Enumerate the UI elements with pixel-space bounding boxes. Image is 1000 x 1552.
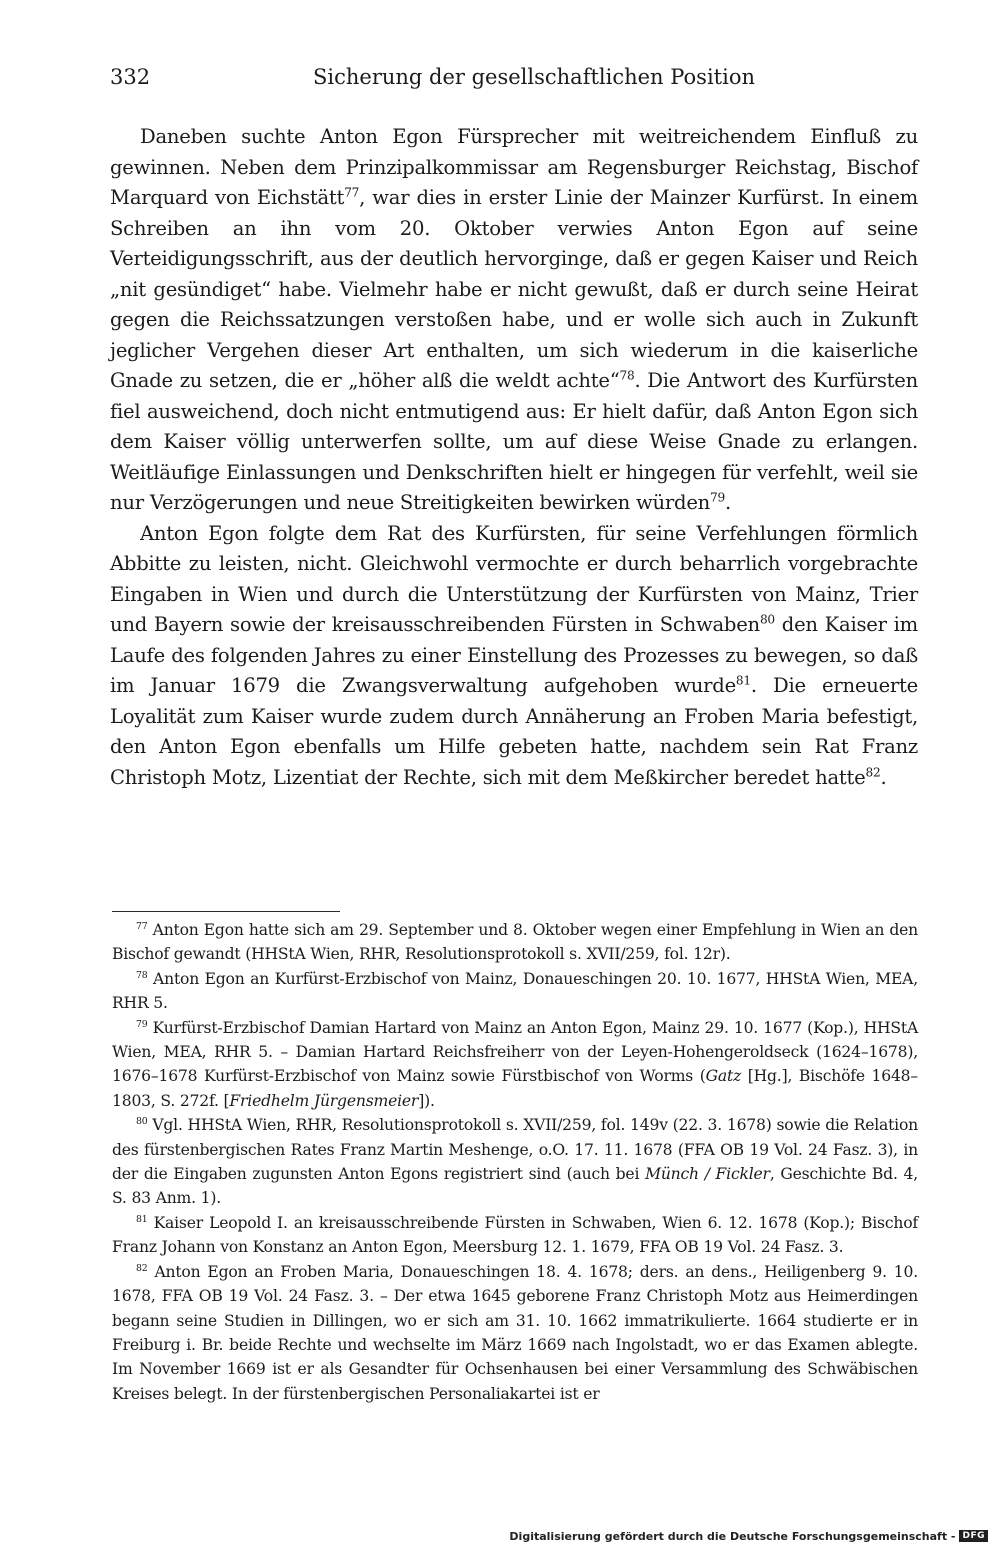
text-run: Daneben suchte Anton Egon Fürsprecher mit weitreichendem Einfluß zu gewinnen. Neben dem Prinzipalkommissar am Regensburger Reichstag, Bischof Marquard von Eichstätt	[110, 125, 918, 209]
footnote-separator-rule	[112, 911, 340, 912]
text-run: Anton Egon an Kurfürst-Erzbischof von Mainz, Donaueschingen 20. 10. 1677, HHStA Wien, MEA, RHR 5.	[112, 969, 918, 1013]
footnote-82	[112, 1260, 918, 1406]
footnote-77	[112, 918, 918, 967]
text-run: Kaiser Leopold I. an kreisausschreibende Fürsten in Schwaben, Wien 6. 12. 1678 (Kop.); Bischof Franz Johann von Konstanz an Anton Egon, Meersburg 12. 1. 1679, FFA OB 19 Vol. 24 Fasz. 3.	[112, 1213, 918, 1257]
footnote-marker: 81	[136, 1213, 148, 1225]
text-run: .	[880, 765, 887, 789]
italic-text: Gatz	[705, 1067, 742, 1086]
text-run: . Die Antwort des Kurfürsten fiel ausweichend, doch nicht entmutigend aus: Er hielt dafür, daß Anton Egon sich dem Kaiser völlig unterwerfen sollte, um auf diese Weise Gnade zu erlangen. Weitläufige Einlassungen und Denkschriften hielt er hingegen für verfehlt, weil sie nur Verzögerungen und neue Streitigkeiten bewirken würden	[110, 369, 918, 514]
dfg-logo-icon: DFG	[959, 1530, 988, 1542]
paragraph-2	[110, 519, 918, 794]
main-text	[110, 122, 918, 793]
text-run: . Die erneuerte Loyalität zum Kaiser wurde zudem durch Annäherung an Froben Maria befestigt, den Anton Egon ebenfalls um Hilfe gebeten hatte, nachdem sein Rat Franz Christoph Motz, Lizentiat der Rechte, sich mit dem Meßkircher beredet hatte	[110, 674, 918, 789]
text-run: ]).	[418, 1091, 435, 1110]
text-run: den Kaiser im Laufe des folgenden Jahres zu einer Einstellung des Prozesses zu bewegen, so daß im Januar 1679 die Zwangsverwaltung aufgehoben wurde	[110, 613, 918, 697]
footnote-78	[112, 967, 918, 1016]
footnote-marker: 78	[619, 368, 635, 383]
footnote-marker: 77	[136, 920, 148, 932]
footnote-marker: 80	[136, 1116, 148, 1128]
text-run: Vgl. HHStA Wien, RHR, Resolutionsprotokoll s. XVII/259, fol. 149v (22. 3. 1678) sowie die Relation des fürstenbergischen Rates Franz Martin Meshenge, o.O. 17. 11. 1678 (FFA OB 19 Vol. 24 Fasz. 3), in der die Eingaben zugunsten Anton Egons registriert sind (auch bei	[112, 1116, 918, 1184]
footnote-marker: 79	[710, 490, 725, 505]
footnote-marker: 82	[865, 764, 881, 779]
text-run: Anton Egon an Froben Maria, Donaueschingen 18. 4. 1678; ders. an dens., Heiligenberg 9. 10. 1678, FFA OB 19 Vol. 24 Fasz. 3. – Der etwa 1645 geborene Franz Christoph Motz aus Heimerdingen begann seine Studien in Dillingen, wo er sich am 31. 10. 1662 immatrikulierte. 1664 studierte er in Freiburg i. Br. beide Rechte und wechselte im März 1669 nach Ingolstadt, wo er das Examen ablegte. Im November 1669 ist er als Gesandter für Ochsenhausen bei einer Versammlung des Schwäbischen Kreises belegt. In der fürstenbergischen Personaliakartei ist er	[112, 1262, 918, 1403]
footnote-marker: 77	[344, 185, 360, 200]
footnote-80	[112, 1113, 918, 1211]
footnote-marker: 80	[759, 612, 775, 627]
text-run: .	[725, 491, 731, 514]
footnote-81	[112, 1211, 918, 1260]
footnote-79	[112, 1016, 918, 1114]
funding-note-text: Digitalisierung gefördert durch die Deutsche Forschungsgemeinschaft -	[509, 1529, 956, 1543]
text-run: , war dies in erster Linie der Mainzer Kurfürst. In einem Schreiben an ihn vom 20. Oktober verwies Anton Egon auf seine Verteidigungsschrift, aus der deutlich hervorginge, daß er gegen Kaiser und Reich „nit gesündiget“ habe. Vielmehr habe er nicht gewußt, daß er durch seine Heirat gegen die Reichssatzungen verstoßen habe, und er wolle sich auch in Zukunft jeglicher Vergehen dieser Art enthalten, um sich wiederum in die kaiserliche Gnade zu setzen, die er „höher alß die weldt achte“	[110, 186, 918, 392]
text-run: [Hg.], Bischöfe 1648–1803, S. 272f. [	[112, 1067, 918, 1110]
text-run: Anton Egon hatte sich am 29. September und 8. Oktober wegen einer Empfehlung in Wien an den Bischof gewandt (HHStA Wien, RHR, Resolutionsprotokoll s. XVII/259, fol. 12r).	[112, 921, 918, 964]
italic-text: Friedhelm Jürgensmeier	[229, 1091, 419, 1110]
text-run: Anton Egon folgte dem Rat des Kurfürsten, für seine Verfehlungen förmlich Abbitte zu leisten, nicht. Gleichwohl vermochte er durch beharrlich vorgebrachte Eingaben in Wien und durch die Unterstützung der Kurfürsten von Mainz, Trier und Bayern sowie der kreisausschreibenden Fürsten in Schwaben	[110, 521, 918, 636]
text-run: Kurfürst-Erzbischof Damian Hartard von Mainz an Anton Egon, Mainz 29. 10. 1677 (Kop.), HHStA Wien, MEA, RHR 5. – Damian Hartard Reichsfreiherr von der Leyen-Hohengeroldseck (1624–1678), 1676–1678 Kurfürst-Erzbischof von Mainz sowie Fürstbischof von Worms (	[112, 1018, 918, 1086]
footnote-marker: 79	[136, 1018, 148, 1030]
text-run: , Geschichte Bd. 4, S. 83 Anm. 1).	[112, 1165, 919, 1208]
page-number: 332	[110, 65, 151, 89]
italic-text: Münch / Fickler	[645, 1165, 770, 1184]
footnote-marker: 82	[136, 1262, 148, 1274]
running-head-title: Sicherung der gesellschaftlichen Position	[313, 65, 755, 89]
funding-note	[509, 1528, 988, 1544]
footnote-marker: 78	[136, 969, 148, 981]
footnote-marker: 81	[735, 673, 751, 688]
footnotes	[112, 918, 918, 1406]
paragraph-1	[110, 122, 918, 519]
